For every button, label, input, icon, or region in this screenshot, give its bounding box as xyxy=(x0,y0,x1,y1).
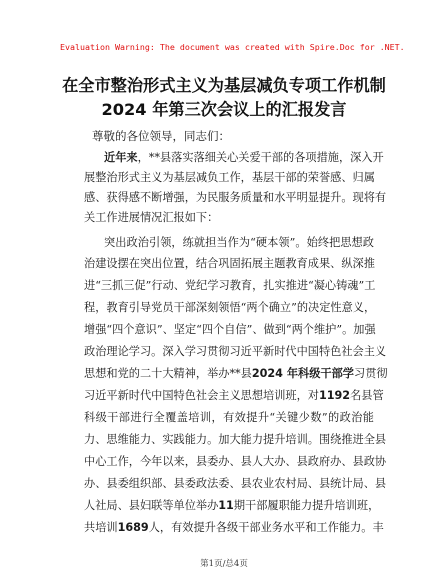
paragraph-2-line-11: 中心工作，今年以来，县委办、县人大办、县政府办、县政协 xyxy=(84,455,387,468)
paragraph-2-line-7-text: 思想和党的二十大精神，举办**县 xyxy=(84,367,252,380)
paragraph-2-line-9: 科级干部进行全覆盖培训，有效提升“关键少数”的政治能 xyxy=(84,411,374,424)
paragraph-1-line-3: 感、获得感不断增强，为民服务质量和水平明显提升。现将有 xyxy=(84,191,387,204)
paragraph-2-line-10: 力、思维能力、实践能力。加大能力提升培训。围绕推进全县 xyxy=(84,433,387,446)
paragraph-2-line-13-text: 人社局、县妇联等单位举办 xyxy=(84,499,219,512)
paragraph-1-lead: 近年来 xyxy=(104,151,138,164)
paragraph-2-line-4: 程，教育引导党员干部深刻领悟“两个确立”的决定性意义， xyxy=(84,301,376,314)
paragraph-2-line-7-end: 习贯彻 xyxy=(354,367,388,380)
paragraph-2-line-13 xyxy=(84,496,380,516)
paragraph-2-line-14-number: 1689 xyxy=(117,521,149,534)
paragraph-1-line-1 xyxy=(104,148,384,168)
paragraph-2-line-8-end: 名县管 xyxy=(350,389,384,402)
paragraph-2-line-8 xyxy=(84,386,384,406)
paragraph-1-line-1-text: ，**县落实落细关心关爱干部的各项措施，深入开 xyxy=(137,151,384,164)
paragraph-1-line-2: 展整治形式主义为基层减负工作，基层干部的荣誉感、归属 xyxy=(84,171,375,184)
paragraph-2-line-8-number: 1192 xyxy=(318,389,351,402)
paragraph-2-line-7-bold: 2024 年科级干部学 xyxy=(251,367,354,380)
paragraph-2-line-5: 增强“四个意识”、坚定“四个自信”、做到“两个维护”。加强 xyxy=(84,323,376,336)
paragraph-2-line-1: 突出政治引领，练就担当作为“硬本领”。始终把思想政 xyxy=(104,236,374,249)
greeting: 尊敬的各位领导，同志们： xyxy=(92,129,230,143)
paragraph-2-line-2: 治建设摆在突出位置，结合巩固拓展主题教育成果、纵深推 xyxy=(84,257,375,270)
paragraph-2-line-3: 进“三抓三促”行动、党纪学习教育，扎实推进“凝心铸魂”工 xyxy=(84,279,376,292)
page-footer: 第1页/总4页 xyxy=(200,559,248,569)
paragraph-2-line-13-end: 期干部履职能力提升培训班， xyxy=(233,499,380,512)
paragraph-2-line-6: 政治理论学习。深入学习贯彻习近平新时代中国特色社会主义 xyxy=(84,345,387,358)
paragraph-2-line-13-number: 11 xyxy=(218,499,234,512)
paragraph-2-line-14-end: 人，有效提升各级干部业务水平和工作能力。丰 xyxy=(148,521,384,534)
paragraph-2-line-12: 办、县委组织部、县委政法委、县农业农村局、县统计局、县 xyxy=(84,477,387,490)
paragraph-2-line-14-text: 共培训 xyxy=(84,521,118,534)
paragraph-2-line-14 xyxy=(84,518,384,538)
document-title-line-2: 2024 年第三次会议上的汇报发言 xyxy=(101,100,347,119)
document-title-line-1: 在全市整治形式主义为基层减负专项工作机制 xyxy=(62,76,386,95)
paragraph-1-line-4: 关工作进展情况汇报如下： xyxy=(84,211,219,224)
paragraph-2-line-8-text: 习近平新时代中国特色社会主义思想培训班，对 xyxy=(84,389,319,402)
evaluation-warning: Evaluation Warning: The document was created with Spire.Doc for .NET. xyxy=(60,42,405,52)
paragraph-2-line-7 xyxy=(84,364,388,384)
